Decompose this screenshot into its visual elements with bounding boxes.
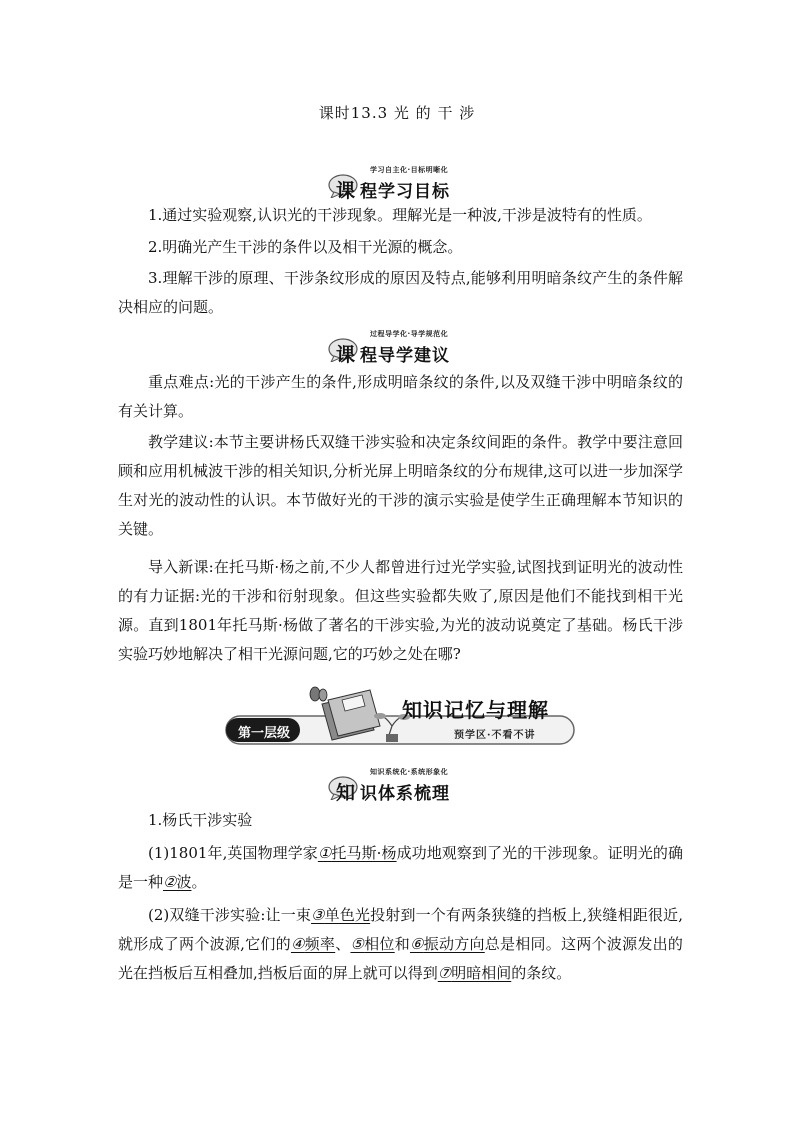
level-tag: 第一层级 bbox=[237, 726, 290, 741]
text-run: 成功地观察到了光的干涉现象。证明光的确是一种 bbox=[118, 844, 683, 891]
blank-number: ④ bbox=[290, 935, 305, 953]
fill-blank-7 bbox=[438, 964, 511, 982]
section-lead-char: 知 bbox=[336, 782, 356, 804]
blank-number: ⑤ bbox=[350, 935, 365, 953]
blank-answer: 波 bbox=[176, 873, 192, 891]
text-run: 和 bbox=[394, 935, 410, 953]
section-tagline: 学习自主化·目标明晰化 bbox=[370, 166, 449, 174]
blank-number: ⑥ bbox=[409, 935, 424, 953]
section-lead-char: 课 bbox=[336, 344, 356, 366]
text-run: 、 bbox=[335, 935, 351, 953]
blank-answer: 明暗相间 bbox=[451, 964, 512, 982]
page-title: 课时13.3 光 的 干 涉 bbox=[318, 104, 476, 122]
goal-item: 1.通过实验观察,认识光的干涉现象。理解光是一种波,干涉是波特有的性质。 bbox=[148, 206, 652, 224]
blank-number: ⑦ bbox=[437, 964, 452, 982]
blank-number: ① bbox=[317, 844, 332, 862]
text-run: (1)1801年,英国物理学家 bbox=[148, 844, 318, 862]
blank-answer: 托马斯·杨 bbox=[331, 844, 397, 862]
text-run: (2)双缝干涉实验:让一束 bbox=[148, 906, 312, 924]
blank-number: ③ bbox=[311, 906, 325, 924]
level-subtitle: 预学区·不看不讲 bbox=[454, 730, 536, 741]
section-header-goals bbox=[326, 164, 476, 200]
section-tagline: 知识系统化·系统形象化 bbox=[370, 768, 449, 776]
knowledge-heading: 1.杨氏干涉实验 bbox=[148, 811, 253, 829]
guide-introduction: 导入新课:在托马斯·杨之前,不少人都曾进行过光学实验,试图找到证明光的波动性的有力证据:光的干涉和衍射现象。但这些实验都失败了,原因是他们不能找到相干光源。直到1801年托马斯·杨做了著名的干涉实验,为光的波动说奠定了基础。杨氏干涉实验巧妙地解决了相干光源问题,它的巧妙之处在哪? bbox=[118, 558, 683, 663]
level-banner bbox=[224, 686, 576, 748]
text-run: 总是相同。这两个波源发出的光在挡板后互相叠加,挡板后面的屏上就可以得到 bbox=[118, 935, 683, 982]
fill-blank-5 bbox=[350, 935, 394, 953]
blank-answer: 振动方向 bbox=[423, 935, 485, 953]
blank-answer: 相位 bbox=[364, 935, 395, 953]
section-tagline: 过程导学化·导学规范化 bbox=[370, 330, 449, 338]
knowledge-item-2 bbox=[118, 901, 683, 988]
goal-item: 3.理解干涉的原理、干涉条纹形成的原因及特点,能够利用明暗条纹产生的条件解决相应的问题。 bbox=[118, 269, 683, 316]
knowledge-item-1 bbox=[118, 839, 683, 897]
text-run: 投射到一个有两条狭缝的挡板上,狭缝相距很近,就形成了两个波源,它们的 bbox=[118, 906, 683, 953]
butterfly-icon bbox=[310, 687, 327, 701]
section-title: 识体系梳理 bbox=[360, 784, 450, 804]
guide-key-points: 重点难点:光的干涉产生的条件,形成明暗条纹的条件,以及双缝干涉中明暗条纹的有关计算。 bbox=[118, 373, 683, 420]
section-header-knowledge bbox=[326, 766, 476, 802]
blank-answer: 单色光 bbox=[324, 906, 371, 924]
section-header-guide bbox=[326, 328, 476, 364]
level-title: 知识记忆与理解 bbox=[402, 698, 549, 722]
text-run: 。 bbox=[191, 873, 207, 891]
guide-teaching-advice: 教学建议:本节主要讲杨氏双缝干涉实验和决定条纹间距的条件。教学中要注意回顾和应用机械波干涉的相关知识,分析光屏上明暗条纹的分布规律,这可以进一步加深学生对光的波动性的认识。本节做好光的干涉的演示实验是使学生正确理解本节知识的关键。 bbox=[118, 433, 683, 538]
text-run: 的条纹。 bbox=[511, 964, 572, 982]
fill-blank-6 bbox=[410, 935, 485, 953]
fill-blank-2 bbox=[163, 873, 191, 891]
blank-answer: 频率 bbox=[304, 935, 336, 953]
section-title: 程学习目标 bbox=[360, 182, 450, 202]
blank-number: ② bbox=[163, 873, 177, 891]
section-lead-char: 课 bbox=[336, 180, 356, 202]
goal-item: 2.明确光产生干涉的条件以及相干光源的概念。 bbox=[148, 238, 463, 256]
section-title: 程导学建议 bbox=[360, 346, 450, 366]
fill-blank-3 bbox=[311, 906, 370, 924]
fill-blank-4 bbox=[291, 935, 335, 953]
fill-blank-1 bbox=[318, 844, 397, 862]
